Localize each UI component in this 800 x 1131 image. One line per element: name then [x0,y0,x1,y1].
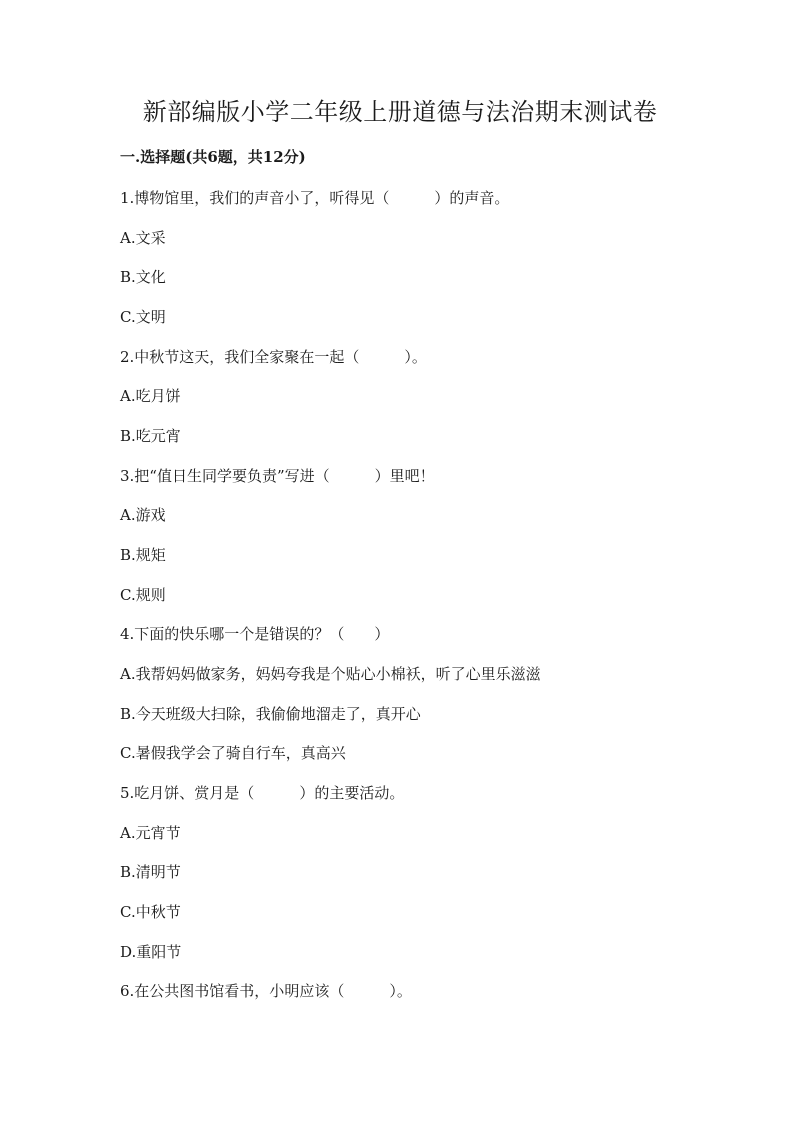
question-5-option-d: D.重阳节 [120,943,182,961]
question-3-option-b: B.规矩 [120,546,166,564]
question-3-stem: 3.把“值日生同学要负责”写进（ ）里吧！ [120,467,435,485]
question-1-option-c: C.文明 [120,308,166,326]
question-2-stem: 2.中秋节这天，我们全家聚在一起（ ）。 [120,348,427,366]
question-1-option-a: A.文采 [120,229,166,247]
question-4-stem: 4.下面的快乐哪一个是错误的？（ ） [120,625,390,643]
question-1-option-b: B.文化 [120,268,166,286]
section-heading: 一.选择题(共6题，共12分) [120,148,306,166]
question-5-option-c: C.中秋节 [120,903,181,921]
question-4-option-b: B.今天班级大扫除，我偷偷地溜走了，真开心 [120,705,421,723]
question-2-option-a: A.吃月饼 [120,387,181,405]
question-4-option-c: C.暑假我学会了骑自行车，真高兴 [120,744,346,762]
question-5-option-b: B.清明节 [120,863,181,881]
question-1-stem: 1.博物馆里，我们的声音小了，听得见（ ）的声音。 [120,189,510,207]
question-2-option-b: B.吃元宵 [120,427,181,445]
question-3-option-a: A.游戏 [120,506,166,524]
page-title: 新部编版小学二年级上册道德与法治期末测试卷 [142,98,658,126]
question-5-stem: 5.吃月饼、赏月是（ ）的主要活动。 [120,784,405,802]
question-6-stem: 6.在公共图书馆看书，小明应该（ ）。 [120,982,412,1000]
question-4-option-a: A.我帮妈妈做家务，妈妈夸我是个贴心小棉袄，听了心里乐滋滋 [120,665,541,683]
question-5-option-a: A.元宵节 [120,824,181,842]
question-3-option-c: C.规则 [120,586,166,604]
